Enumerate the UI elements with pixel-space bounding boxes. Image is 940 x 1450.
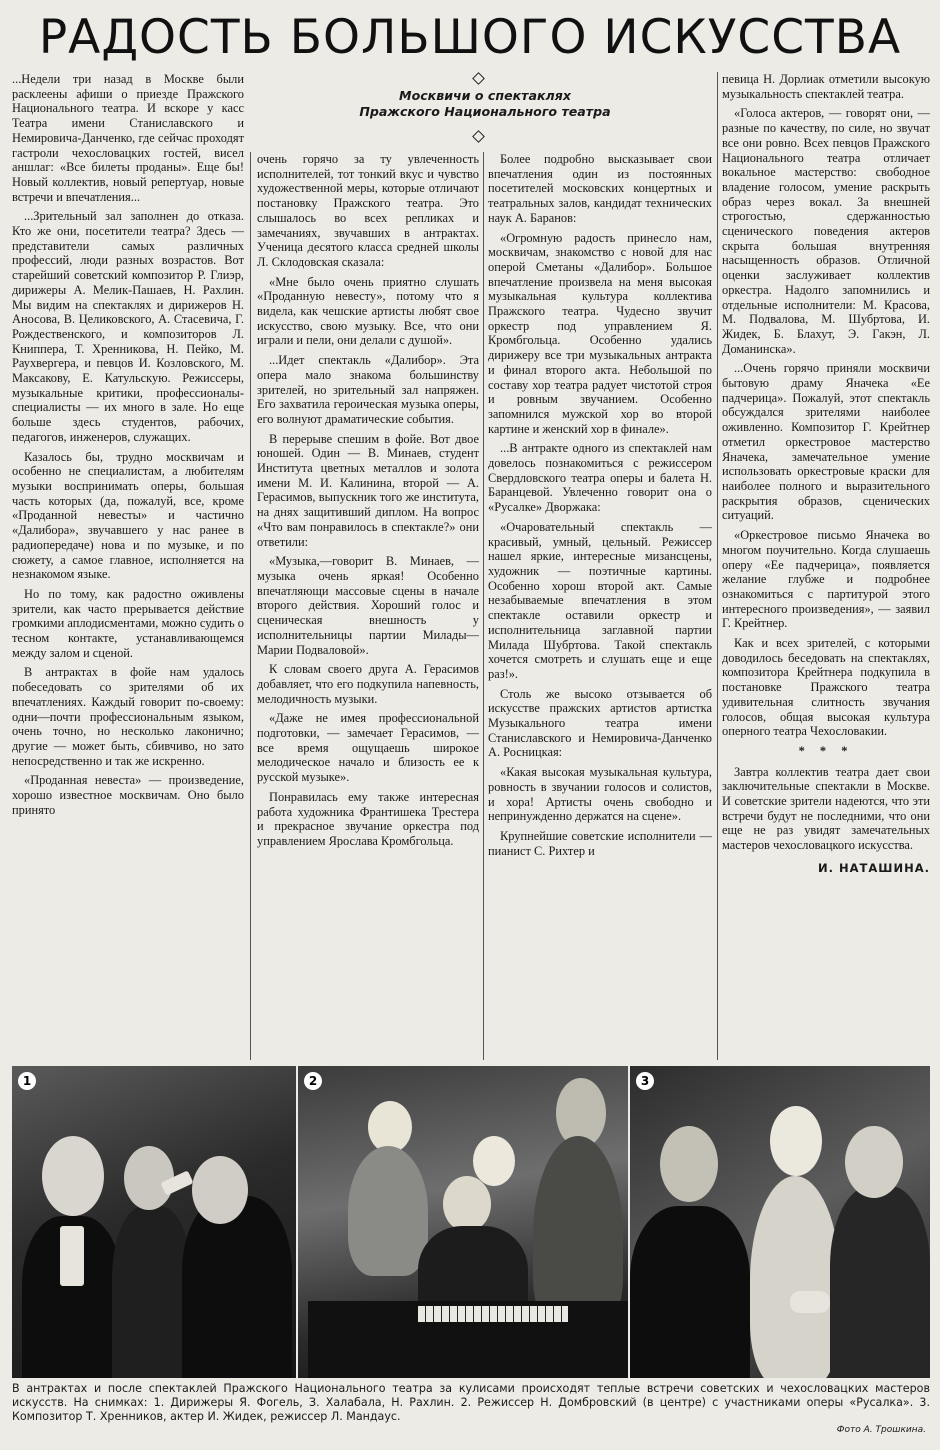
subheadline-line-1: Москвичи о спектаклях [399,88,571,103]
paragraph: ...Очень горячо приняли москвичи бытовую драму Яначека «Ее падчерица». Пожалуй, этот спектакль обсуждался зрителями наиболее оживленно. Композитор Г. Крейтнер отметил оркестровое мастерство Яначека, замечательное умение использовать оркестровые краски для наиболее полного и выразительного раскрытия образов, сценических ситуаций. [722,361,930,523]
paragraph: «Оркестровое письмо Яначека во многом поучительно. Когда слушаешь оперу «Ее падчерица», появляется желание глубже и подробнее ознакомиться с партитурой этого интересного произведения», — заявил Г. Крейтнер. [722,528,930,631]
handshake [790,1291,830,1313]
person-figure [112,1206,192,1378]
photo-number: 1 [18,1072,36,1090]
paragraph: ...Идет спектакль «Далибор». Эта опера мало знакома большинству зрителей, но зрительный зал напряжен. Его захватила героическая музыка оперы, его волнуют драматические события. [257,353,479,426]
shirt-front [60,1226,84,1286]
photo-credit: Фото А. Трошкина. [836,1425,926,1435]
paragraph: Но по тому, как радостно оживлены зрители, как часто прерывается действие громкими аплодисментами, можно судить о тесном контакте, устанавливающемся между залом и сценой. [12,586,244,660]
person-figure [348,1146,428,1276]
paragraph: ...Зрительный зал заполнен до отказа. Кто же они, посетители театра? Здесь — представители самых различных профессий, люди разных возрастов. Вот старейший советский композитор Р. Глиэр, дирижеры А. Мелик-Пашаев, Н. Рахлин. Мы видим на спектаклях и дирижеров Н. Аносова, В. Целиковского, А. Стасевича, Г. Рождественского, и композиторов Л. Книппера, Т. Хренникова, Н. Пейко, М. Раухвергера, и певцов И. Козловского, М. Максакову, Е. Катульскую. Режиссеры, музыкальные критики, профессионалы-специалисты — их много в зале. Но еще больше здесь студентов, рабочих, педагогов, инженеров, служащих. [12,209,244,444]
person-face [443,1176,491,1232]
column-rule [250,152,251,1060]
paragraph: Столь же высоко отзывается об искусстве пражских артистов артистка Музыкального театра имени Станиславского и Немировича-Данченко А. Росницкая: [488,686,712,760]
paragraph: «Какая высокая музыкальная культура, ровность в звучании голосов и солистов, и хора! Артисты очень свободно и непринужденно держатся на сцене». [488,765,712,824]
author-signature: И. НАТАШИНА. [818,860,930,875]
paragraph: Более подробно высказывает свои впечатления один из постоянных посетителей московских концертных и театральных залов, кандидат технических наук А. Баранов: [488,152,712,225]
paragraph: Как и всех зрителей, с которыми доводилось беседовать на спектаклях, композитора Крейтнера подкупила в постановке Пражского театра удивительная слитность звучания голосов, общая высокая культура оперного театра Чехословакии. [722,636,930,739]
paragraph: В антрактах в фойе нам удалось побеседовать со зрителями об их впечатлениях. Каждый говорит по-своему: одни—почти профессиональным языком, очень точно, но несколько лаконично; другие — может быть, сбивчиво, но зато непосредственно и так же искренно. [12,665,244,768]
person-figure [750,1176,840,1378]
person-face [124,1146,174,1210]
person-face [770,1106,822,1176]
paragraph: «Огромную радость принесло нам, москвичам, знакомство с новой для нас оперой Сметаны «Далибор». Большое впечатление произвела на меня высокая музыкальная культура коллектива Пражского театра. Чудесно звучит оркестр под управлением Я. Кромбгольца. Особенно удались дирижеру все три музыкальных антракта и финал второго акта. Небольшой по составу хор театра радует чистотой строя и ровным звучанием. Особенно запомнился мужской хор во второй картине и женский хор в финале». [488,230,712,436]
article-column-1 [12,72,244,1062]
paragraph: певица Н. Дорлиак отметили высокую музыкальность спектаклей театра. [722,72,930,101]
article-column-3 [488,152,712,1064]
photo-handshake [630,1066,930,1378]
photo-rusalka-cast [298,1066,628,1378]
ornament-diamond [472,130,485,143]
person-face [660,1126,718,1202]
paragraph: Казалось бы, трудно москвичам и особенно не специалистам, а любителям музыки воспринимать оперы, большая часть которых (да, пожалуй, все, кроме «Проданной невесты» и частично «Далибора», звучавшего у нас ранее в радиопередаче) нова и по музыке, и по сюжету, а самое главное, исполняется на незнакомом языке. [12,449,244,582]
ornament-diamond [472,72,485,85]
piano-keys [418,1306,568,1322]
article-column-4 [722,72,930,1062]
column-rule [483,152,484,1060]
paragraph: очень горячо за ту увлеченность исполнителей, тот тонкий вкус и чувство художественной меры, которые отличают постановку Пражского театра. Это слышалось во всех репликах и замечаниях, звучавших в антрактах. Ученица десятого класса средней школы Л. Склодовская сказала: [257,152,479,269]
subheadline [330,88,640,120]
section-separator: * * * [798,743,854,758]
paragraph: Понравилась ему также интересная работа художника Франтишека Трестера и прекрасное звучание оркестра под управлением Ярослава Кромбгольца. [257,789,479,848]
paragraph: «Мне было очень приятно слушать «Проданную невесту», потому что я видела, как чешские артисты любят свое искусство, свою музыку. Все, что они играли и пели, они делали с душой». [257,274,479,348]
closing-paragraph: Завтра коллектив театра дает свои заключительные спектакли в Москве. И советские зрители надеются, что эти встречи будут не последними, что они еще не раз увидят замечательных мастеров чехословацкого искусства. [722,764,930,853]
headline: РАДОСТЬ БОЛЬШОГО ИСКУССТВА [38,10,902,65]
photo-number: 2 [304,1072,322,1090]
paragraph: «Даже не имея профессиональной подготовки, — замечает Герасимов, — все время ощущаешь широкое мелодическое начало и близость ее к русской музыке». [257,711,479,785]
person-face [473,1136,515,1186]
paragraph: ...В антракте одного из спектаклей нам довелось познакомиться с режиссером Свердловского театра оперы и балета Н. Баранцевой. Увлеченно говорит она о «Русалке» Дворжака: [488,441,712,515]
person-figure [830,1186,930,1378]
article-column-2 [257,152,479,1062]
paragraph: ...Недели три назад в Москве были расклеены афиши о приезде Пражского Национального театра. И вскоре у касс Театра имени Станиславского и Немировича-Данченко, где сейчас проходят гастроли чехословацких гостей, висел аншлаг: «Все билеты проданы». Еще бы! Новый коллектив, новый репертуар, новые встречи и впечатления... [12,72,244,204]
paragraph: Крупнейшие советские исполнители — пианист С. Рихтер и [488,828,712,858]
paragraph: В перерыве спешим в фойе. Вот двое юношей. Один — В. Минаев, студент Института цветных металлов и золота имени М. И. Калинина, второй — А. Герасимов, выпускник того же института, на днях защитивший диплом. На вопрос «Что вам понравилось в спектакле?» они ответили: [257,431,479,549]
person-face [192,1156,248,1224]
person-figure [630,1206,750,1378]
paragraph: «Музыка,—говорит В. Минаев, — музыка очень яркая! Особенно впечатляющи массовые сцены в начале второго действия. Хороший голос и сценическая внешность у исполнительницы партии Милады—Марии Подваловой». [257,554,479,657]
person-face [42,1136,104,1216]
column-rule [717,72,718,1060]
photo-conductors [12,1066,296,1378]
paragraph: «Проданная невеста» — произведение, хорошо известное москвичам. Оно было принято [12,773,244,817]
paragraph: «Голоса актеров, — говорят они, — разные по качеству, по силе, но звучат все они ровно. Всех певцов Пражского Национального театра отличает вокальное мастерство: свободное владение голосом, умение раскрыть образ через вокал. За внешней строгостью, сдержанностью сценического поведения актеров скрыта большая внутренняя насыщенность образов. Отличной оценки заслуживает коллектив оркестра. Надолго запомнились и отдельные исполнители: М. Красова, М. Подвалова, М. Шубртова, И. Жидек, Б. Блахут, Э. Гакэн, Л. Доманинска». [722,106,930,356]
paragraph: «Очаровательный спектакль —красивый, умный, цельный. Режиссер нашел яркие, интересные мизансцены, художник — поэтичные картины. Особенно хорош второй акт. Самые незабываемые впечатления в этом спектакле оставили оркестр и исполнительница заглавной партии Милада Шубртова. Такой спектакль хочется смотреть и слушать еще и еще раз!». [488,519,712,681]
person-face [845,1126,903,1198]
subheadline-line-2: Пражского Национального театра [359,104,611,119]
person-figure [182,1196,292,1378]
photo-number: 3 [636,1072,654,1090]
photo-caption: В антрактах и после спектаклей Пражского Национального театра за кулисами происходят теплые встречи советских и чехословацких мастеров искусств. На снимках: 1. Дирижеры Я. Фогель, З. Халабала, Н. Рахлин. 2. Режиссер Н. Домбровский (в центре) с участниками оперы «Русалка». 3. Композитор Т. Хренников, актер И. Жидек, режиссер Л. Мандаус. [12,1382,930,1423]
paragraph: К словам своего друга А. Герасимов добавляет, что его подкупила напевность, мелодичность музыки. [257,662,479,706]
